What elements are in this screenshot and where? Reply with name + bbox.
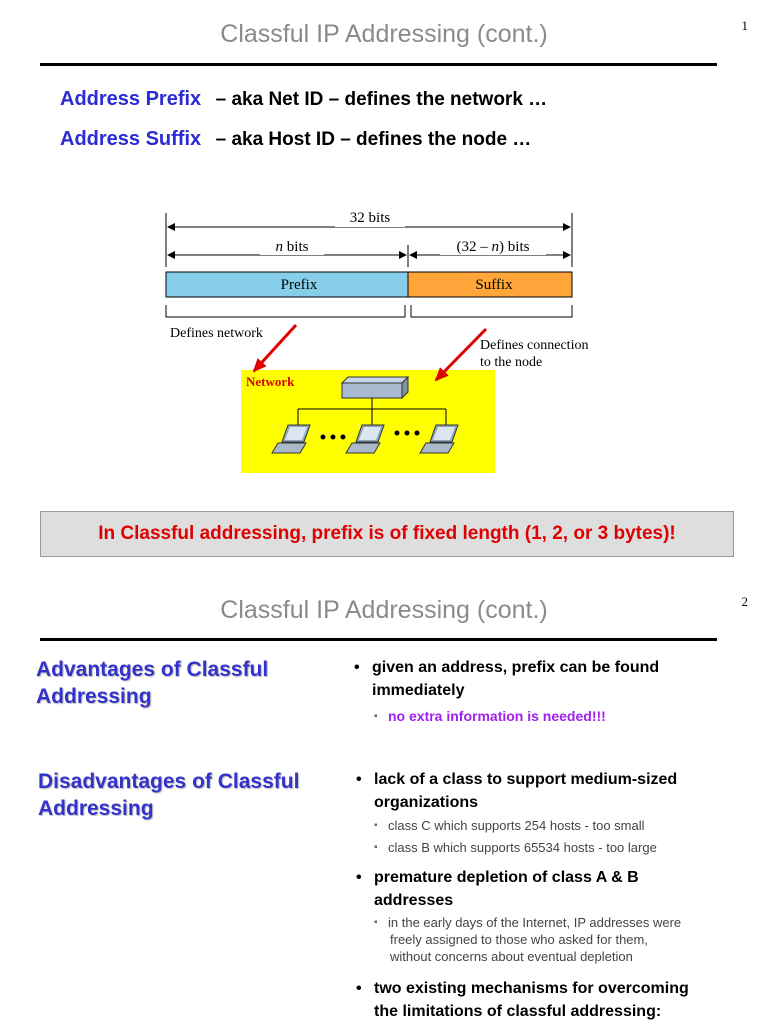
advantages-heading-line2: Addressing xyxy=(36,685,152,708)
dis-bullet-2-line1: premature depletion of class A & B xyxy=(374,869,639,886)
address-suffix-desc: – aka Host ID – defines the node … xyxy=(215,129,532,150)
adv-subbullet-1-text: no extra information is needed!!! xyxy=(388,708,606,724)
dis-subbullet-2: ▪ class B which supports 65534 hosts - too large xyxy=(374,840,657,855)
dis-bullet-1: • lack of a class to support medium-sized organizations xyxy=(374,768,677,814)
address-prefix-desc: – aka Net ID – defines the network … xyxy=(215,89,548,110)
slide2-title-rule xyxy=(40,638,717,641)
dis-subbullet-3-line3: without concerns about eventual depletion xyxy=(390,949,633,964)
suffix-bits-label: (32 – n) bits xyxy=(456,239,530,255)
ellipsis-dots-2 xyxy=(395,431,420,436)
classful-prefix-callout: In Classful addressing, prefix is of fixed length (1, 2, or 3 bytes)! xyxy=(40,511,734,557)
dis-bullet-1-line1: lack of a class to support medium-sized xyxy=(374,771,678,788)
dis-subbullet-2-text: class B which supports 65534 hosts - too large xyxy=(388,840,657,855)
dis-subbullet-3-line2: freely assigned to those who asked for them, xyxy=(390,932,648,947)
suffix-box-label: Suffix xyxy=(475,277,513,293)
switch-icon xyxy=(342,383,402,398)
dis-subbullet-1-text: class C which supports 254 hosts - too small xyxy=(388,818,645,833)
dis-bullet-3-line1: two existing mechanisms for overcoming xyxy=(374,980,689,997)
prefix-bracket xyxy=(166,305,405,317)
defines-connection-label-2: to the node xyxy=(480,355,543,370)
adv-bullet-1: • given an address, prefix can be found immediately xyxy=(372,656,659,702)
defines-connection-label-1: Defines connection xyxy=(480,338,589,353)
advantages-heading xyxy=(36,656,268,710)
total-bits-label: 32 bits xyxy=(349,210,391,226)
address-prefix-line xyxy=(60,88,547,111)
dis-bullet-3: • two existing mechanisms for overcoming the limitations of classful addressing: xyxy=(374,977,689,1023)
n-bits-label: n bits xyxy=(275,239,309,255)
prefix-suffix-diagram xyxy=(0,195,768,480)
address-suffix-term: Address Suffix xyxy=(60,128,202,150)
slide1-number: 1 xyxy=(741,18,748,33)
slide2-title: Classful IP Addressing (cont.) xyxy=(220,596,548,624)
disadvantages-heading-line2: Addressing xyxy=(38,797,154,820)
disadvantages-heading-line1: Disadvantages of Classful xyxy=(38,770,300,793)
disadvantages-heading xyxy=(38,768,299,822)
dis-subbullet-3: ▪ in the early days of the Internet, IP addresses were freely assigned to those who asked for them, without concerns about eventual depletion xyxy=(374,915,682,964)
adv-bullet-1-line1: given an address, prefix can be found xyxy=(372,659,660,676)
suffix-bracket xyxy=(411,305,572,317)
dis-subbullet-1: ▪ class C which supports 254 hosts - too small xyxy=(374,818,645,833)
ellipsis-dots-1 xyxy=(321,435,346,440)
advantages-heading-line1: Advantages of Classful xyxy=(36,658,269,681)
dis-subbullet-3-line1: in the early days of the Internet, IP addresses were xyxy=(388,915,682,930)
slide2-number: 2 xyxy=(741,594,748,609)
network-label: Network xyxy=(246,374,295,389)
dis-bullet-3-line2: the limitations of classful addressing: xyxy=(374,1003,662,1020)
dis-bullet-2: • premature depletion of class A & B addresses xyxy=(374,866,639,912)
address-suffix-line xyxy=(60,128,531,151)
adv-bullet-1-line2: immediately xyxy=(372,682,465,699)
dis-bullet-2-line2: addresses xyxy=(374,892,454,909)
slide1-title: Classful IP Addressing (cont.) xyxy=(220,20,548,48)
adv-subbullet-1: ▪ no extra information is needed!!! xyxy=(374,708,606,724)
defines-network-label: Defines network xyxy=(170,326,263,341)
address-prefix-term: Address Prefix xyxy=(60,88,202,110)
dis-bullet-1-line2: organizations xyxy=(374,794,479,811)
slide1-title-rule xyxy=(40,63,717,66)
prefix-box-label: Prefix xyxy=(280,277,318,293)
